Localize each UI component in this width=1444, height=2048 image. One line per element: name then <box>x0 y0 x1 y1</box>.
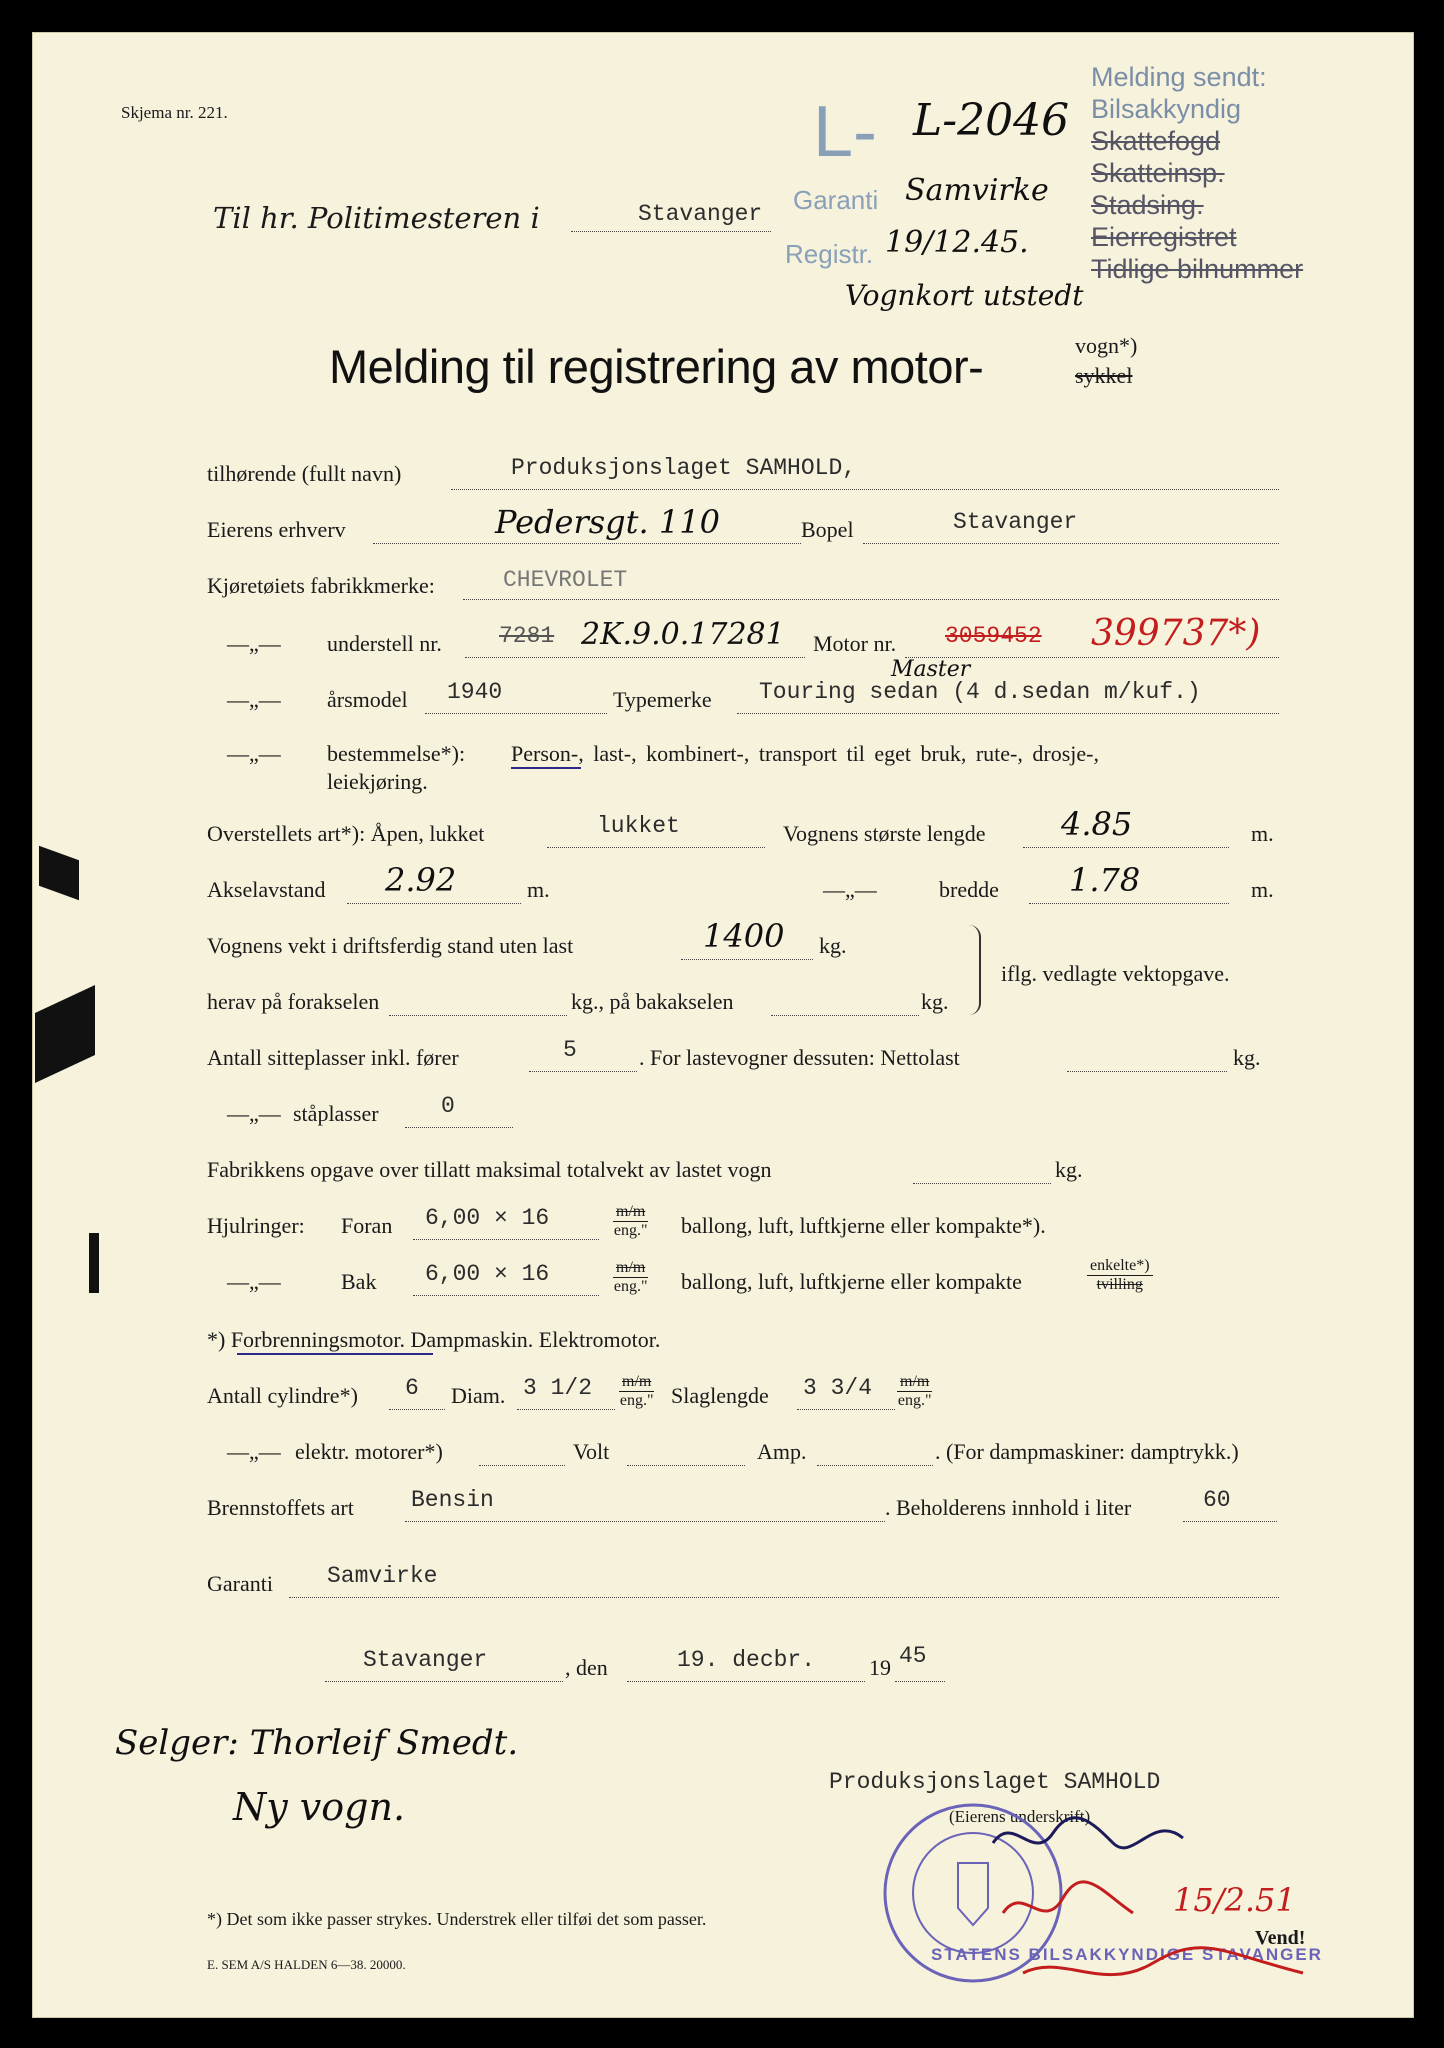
ditto-4: —„— <box>823 877 877 902</box>
stamp-line-1: Melding sendt: <box>1091 62 1267 92</box>
purpose-text: Person-, last-, kombinert-, transport til eget bruk, rute-, drosje-, <box>511 741 1099 766</box>
form-sheet <box>32 32 1414 2018</box>
weight-note: iflg. vedlagte vektopgave. <box>1001 961 1230 986</box>
purpose-underline <box>511 767 581 769</box>
turn-over: Vend! <box>1255 1927 1306 1949</box>
volt-line <box>627 1465 745 1466</box>
twin-label: tvilling <box>1096 1276 1143 1293</box>
rear-axle-unit: kg. <box>921 989 949 1014</box>
title-vogn: vogn*) <box>1075 333 1138 358</box>
stamp-garanti: Garanti <box>793 185 879 215</box>
axle-unit: m. <box>527 877 550 902</box>
standing-label: ståplasser <box>293 1101 379 1126</box>
year-suffix: 45 <box>899 1643 927 1669</box>
stamp-registr: Registr. <box>785 239 874 269</box>
chassis-line <box>465 657 805 658</box>
stroke-unit-fraction <box>897 1373 932 1410</box>
ditto-7: —„— <box>227 1439 281 1464</box>
fuel-value: Bensin <box>411 1487 494 1513</box>
stamp-line-4: Skatteinsp. <box>1091 158 1225 188</box>
net-load-line <box>1067 1071 1227 1072</box>
rear-unit-fraction <box>613 1259 648 1296</box>
single-twin-fraction <box>1087 1257 1153 1294</box>
motor-struck: 3059452 <box>945 623 1042 649</box>
ditto-2: —„— <box>227 687 281 712</box>
recipient-city: Stavanger <box>638 201 763 227</box>
residence-label: Bopel <box>801 517 854 542</box>
recipient-line <box>571 231 771 232</box>
occupation-value: Pedersgt. 110 <box>495 503 720 541</box>
motor-value: 399737*) <box>1091 613 1261 654</box>
rear-axle-label: kg., på bakakselen <box>571 989 734 1014</box>
date-line <box>627 1681 865 1682</box>
year-suffix-line <box>895 1681 945 1682</box>
owner-value: Produksjonslaget SAMHOLD, <box>511 455 857 481</box>
body-label: Overstellets art*): Åpen, lukket <box>207 821 485 846</box>
tank-line <box>1183 1521 1277 1522</box>
net-load-unit: kg. <box>1233 1045 1261 1070</box>
signature-caption: (Eierens underskrift) <box>949 1807 1091 1826</box>
weight-brace <box>969 925 981 1015</box>
max-weight-unit: kg. <box>1055 1157 1083 1182</box>
wheels-label: Hjulringer: <box>207 1213 305 1238</box>
diam-label: Diam. <box>451 1383 506 1408</box>
front-value: 6,00 × 16 <box>425 1205 550 1231</box>
red-signature-stroke <box>1003 1882 1133 1913</box>
rear-tyre-line <box>413 1295 599 1296</box>
engine-types: *) Forbrenningsmotor. Dampmaskin. Elektromotor. <box>207 1327 661 1352</box>
max-weight-label: Fabrikkens opgave over tillatt maksimal totalvekt av lastet vogn <box>207 1157 772 1182</box>
chassis-value: 2K.9.0.17281 <box>581 617 785 652</box>
diam-value: 3 1/2 <box>523 1375 593 1401</box>
tank-value: 60 <box>1203 1487 1231 1513</box>
rear-label: Bak <box>341 1269 377 1294</box>
owner-label: tilhørende (fullt navn) <box>207 461 402 486</box>
hw-note: Vognkort utstedt <box>845 279 1084 312</box>
occupation-line <box>373 543 801 544</box>
front-unit-mm: m/m <box>613 1203 648 1222</box>
date-value: 19. decbr. <box>677 1647 816 1673</box>
place-value: Stavanger <box>363 1647 488 1673</box>
seats-label: Antall sitteplasser inkl. fører <box>207 1045 459 1070</box>
fuel-line <box>405 1521 885 1522</box>
reg-letter-stamp: L- <box>813 92 878 172</box>
standing-value: 0 <box>441 1093 455 1119</box>
signature-typed: Produksjonslaget SAMHOLD <box>829 1769 1161 1795</box>
printer-note: E. SEM A/S HALDEN 6—38. 20000. <box>207 1957 406 1972</box>
cyl-value: 6 <box>405 1375 419 1401</box>
rear-unit-mm: m/m <box>613 1259 648 1278</box>
year-line <box>425 713 607 714</box>
stroke-line <box>797 1409 895 1410</box>
tank-label: . Beholderens innhold i liter <box>885 1495 1132 1520</box>
weight-unit: kg. <box>819 933 847 958</box>
single-label: enkelte*) <box>1087 1257 1153 1276</box>
guarantee-label: Garanti <box>207 1571 273 1596</box>
stroke-value: 3 3/4 <box>803 1375 873 1401</box>
axle-line <box>347 903 521 904</box>
purpose-label: bestemmelse*): <box>327 741 466 766</box>
diam-unit-fraction <box>619 1373 654 1410</box>
type-line <box>737 713 1279 714</box>
hw-samvirke: Samvirke <box>905 173 1049 208</box>
make-line <box>463 599 1279 600</box>
stamp-line-7: Tidlige bilnummer <box>1091 254 1304 284</box>
diam-unit-mm: m/m <box>619 1373 654 1392</box>
owner-line <box>451 489 1279 490</box>
stroke-unit-eng: eng." <box>897 1392 932 1409</box>
red-signature-stroke-2 <box>1023 1948 1303 1975</box>
axle-value: 2.92 <box>385 861 457 899</box>
binder-mark-2 <box>35 985 95 1083</box>
year-value: 1940 <box>447 679 503 705</box>
front-tyre-text: ballong, luft, luftkjerne eller kompakte*). <box>681 1213 1046 1238</box>
seal-text: STATENS BILSAKKYNDIGE STAVANGER <box>931 1945 1323 1964</box>
rear-tyre-text: ballong, luft, luftkjerne eller kompakte <box>681 1269 1022 1294</box>
chassis-struck: 7281 <box>499 623 555 649</box>
stamp-line-3: Skattefogd <box>1091 126 1221 156</box>
rear-axle-line <box>771 1015 919 1016</box>
weight-value: 1400 <box>703 917 785 955</box>
front-tyre-line <box>413 1239 599 1240</box>
net-load-label: . For lastevogner dessuten: Nettolast <box>639 1045 960 1070</box>
stamp-line-6: Eierregistret <box>1091 222 1237 252</box>
steam-label: . (For dampmaskiner: damptrykk.) <box>935 1439 1239 1464</box>
make-label: Kjøretøiets fabrikkmerke: <box>207 573 435 598</box>
rear-value: 6,00 × 16 <box>425 1261 550 1287</box>
volt-label: Volt <box>573 1439 610 1464</box>
motor-label: Motor nr. <box>813 631 897 656</box>
engine-underline <box>237 1353 433 1355</box>
type-value: Touring sedan (4 d.sedan m/kuf.) <box>759 679 1201 705</box>
weight-line <box>681 959 813 960</box>
axle-label: Akselavstand <box>207 877 326 902</box>
type-insert: Master <box>891 657 971 682</box>
stamp-line-2: Bilsakkyndig <box>1091 94 1242 124</box>
seats-line <box>529 1071 637 1072</box>
title-main: Melding til registrering av motor- <box>329 340 984 393</box>
occupation-label: Eierens erhverv <box>207 517 346 542</box>
stroke-unit-mm: m/m <box>897 1373 932 1392</box>
length-value: 4.85 <box>1061 805 1133 843</box>
width-label: bredde <box>939 877 999 902</box>
standing-line <box>405 1127 513 1128</box>
cyl-label: Antall cylindre*) <box>207 1383 358 1408</box>
year-label: årsmodel <box>327 687 408 712</box>
recipient-prefix: Til hr. Politimesteren i <box>213 201 540 235</box>
electric-line <box>479 1465 565 1466</box>
length-label: Vognens største lengde <box>783 821 986 846</box>
width-unit: m. <box>1251 877 1274 902</box>
stamp-line-5: Stadsing. <box>1091 190 1204 220</box>
binder-mark-1 <box>39 846 79 901</box>
fuel-label: Brennstoffets art <box>207 1495 354 1520</box>
front-unit-fraction <box>613 1203 648 1240</box>
year-prefix: 19 <box>869 1655 891 1680</box>
rear-unit-eng: eng." <box>613 1278 648 1295</box>
reg-number: L-2046 <box>913 95 1070 146</box>
ditto-1: —„— <box>227 631 281 656</box>
amp-label: Amp. <box>757 1439 807 1464</box>
cyl-line <box>389 1409 445 1410</box>
place-line <box>325 1681 563 1682</box>
date-label: , den <box>565 1655 608 1680</box>
amp-line <box>817 1465 933 1466</box>
purpose-text-2: leiekjøring. <box>327 769 428 794</box>
seats-value: 5 <box>563 1037 577 1063</box>
width-line <box>1029 903 1229 904</box>
guarantee-line <box>289 1597 1279 1598</box>
diam-unit-eng: eng." <box>619 1392 654 1409</box>
seller-note: Selger: Thorleif Smedt. <box>115 1723 519 1763</box>
front-axle-label: herav på forakselen <box>207 989 380 1014</box>
max-weight-line <box>913 1183 1051 1184</box>
diam-line <box>517 1409 615 1410</box>
hw-date: 19/12.45. <box>885 225 1029 260</box>
stroke-label: Slaglengde <box>671 1383 769 1408</box>
residence-value: Stavanger <box>953 509 1078 535</box>
electric-label: elektr. motorer*) <box>295 1439 443 1464</box>
type-label: Typemerke <box>613 687 712 712</box>
body-line <box>547 847 765 848</box>
width-value: 1.78 <box>1069 861 1141 899</box>
length-line <box>1023 847 1229 848</box>
guarantee-value: Samvirke <box>327 1563 438 1589</box>
front-axle-line <box>389 1015 567 1016</box>
footnote: *) Det som ikke passer strykes. Understrek eller tilføi det som passer. <box>207 1909 707 1929</box>
make-value: CHEVROLET <box>503 567 628 593</box>
title-sykkel: sykkel <box>1075 363 1133 388</box>
side-stamp <box>1091 61 1303 285</box>
ditto-5: —„— <box>227 1101 281 1126</box>
length-unit: m. <box>1251 821 1274 846</box>
weight-label: Vognens vekt i driftsferdig stand uten last <box>207 933 574 958</box>
front-unit-eng: eng." <box>613 1222 648 1239</box>
residence-line <box>863 543 1279 544</box>
chassis-label: understell nr. <box>327 631 442 656</box>
front-label: Foran <box>341 1213 393 1238</box>
ditto-6: —„— <box>227 1269 281 1294</box>
sign-date: 15/2.51 <box>1173 1881 1296 1919</box>
schema-number: Skjema nr. 221. <box>121 103 228 122</box>
ditto-3: —„— <box>227 741 281 766</box>
body-value: lukket <box>597 813 680 839</box>
new-car-note: Ny vogn. <box>233 1785 406 1829</box>
binder-mark-3 <box>89 1233 99 1293</box>
owner-signature-stroke <box>993 1818 1183 1848</box>
